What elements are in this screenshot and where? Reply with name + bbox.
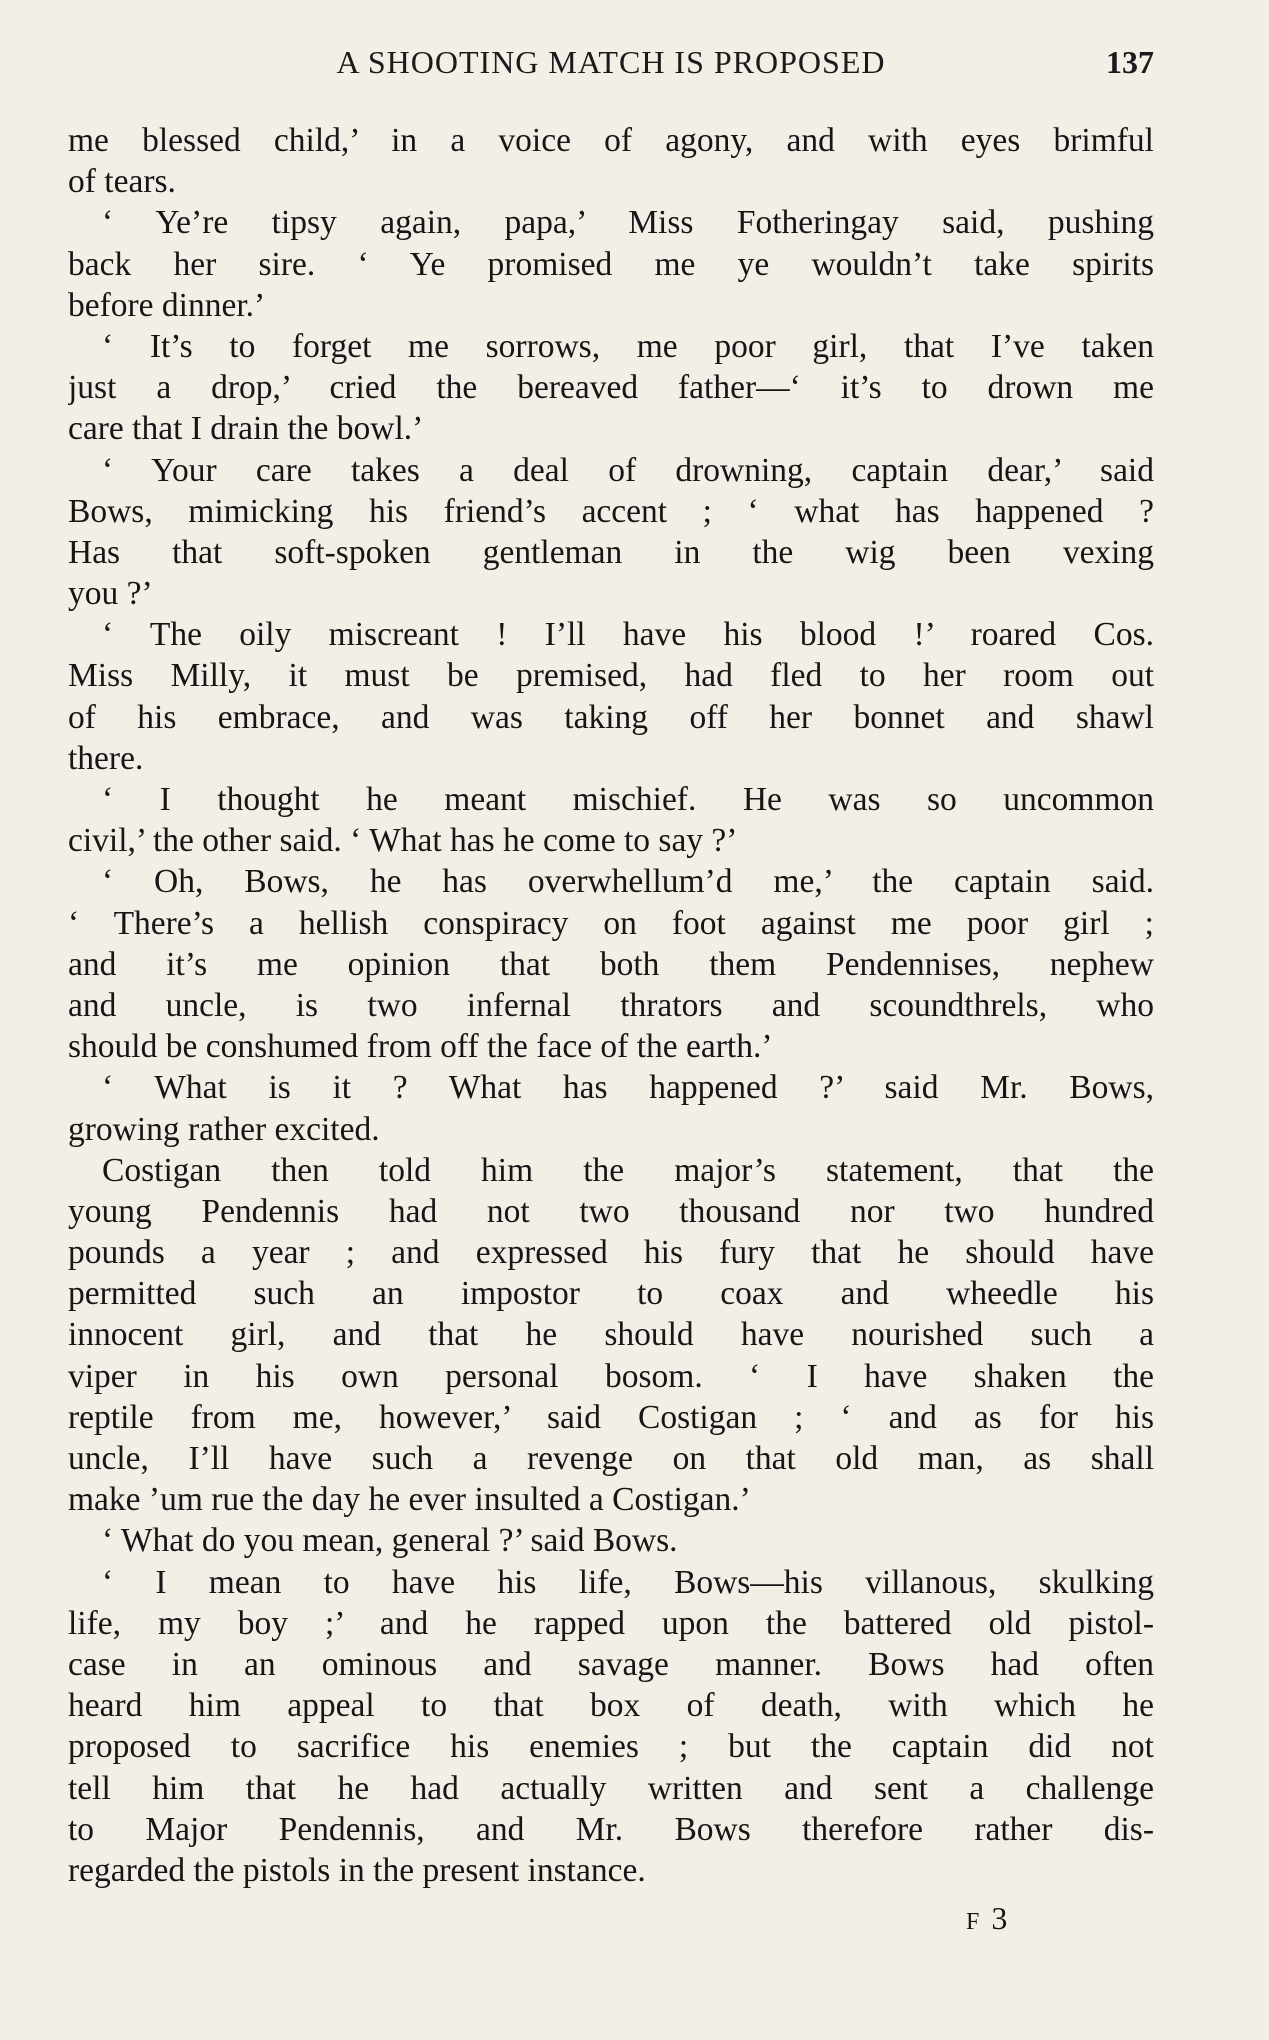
text-line: ‘ Your care takes a deal of drowning, captain dear,’ said [102,451,1154,489]
text-line: and uncle, is two infernal thrators and scoundthrels, who [68,986,1154,1024]
body-text [68,120,1154,1891]
text-line: tell him that he had actually written and sent a challenge [68,1769,1154,1807]
text-line: ‘ What is it ? What has happened ?’ said Mr. Bows, [102,1069,1154,1107]
page-number: 137 [1106,44,1154,80]
text-line: me blessed child,’ in a voice of agony, and with eyes brimful [68,122,1154,159]
text-line: uncle, I’ll have such a revenge on that old man, as shall [68,1440,1154,1477]
text-line: ‘ There’s a hellish conspiracy on foot against me poor girl ; [68,904,1154,942]
running-head [68,44,1154,92]
text-line: proposed to sacrifice his enemies ; but the captain did not [68,1728,1154,1766]
text-line: ‘ I thought he meant mischief. He was so uncommon [102,781,1154,818]
signature-number: 3 [991,1900,1008,1936]
text-line: of his embrace, and was taking off her bonnet and shawl [68,698,1154,736]
text-line: you ?’ [68,575,153,613]
text-line: permitted such an impostor to coax and wheedle his [68,1275,1154,1313]
text-line: civil,’ the other said. ‘ What has he come to say ?’ [68,822,738,860]
text-line: ‘ What do you mean, general ?’ said Bows. [102,1522,678,1560]
text-line: ‘ The oily miscreant ! I’ll have his blood !’ roared Cos. [102,616,1154,654]
text-line: case in an ominous and savage manner. Bows had often [68,1645,1154,1683]
text-line: pounds a year ; and expressed his fury that he should have [68,1234,1154,1272]
text-line: should be conshumed from off the face of the earth.’ [68,1028,773,1066]
text-line: of tears. [68,163,176,201]
signature-mark [966,1900,1007,1937]
text-line: innocent girl, and that he should have nourished such a [68,1316,1154,1354]
text-line: ‘ I mean to have his life, Bows—his villanous, skulking [102,1563,1154,1601]
text-line: make ’um rue the day he ever insulted a Costigan.’ [68,1481,751,1519]
text-line: reptile from me, however,’ said Costigan ; ‘ and as for his [68,1398,1154,1436]
text-line: care that I drain the bowl.’ [68,410,424,448]
text-line: heard him appeal to that box of death, with which he [68,1687,1154,1725]
text-line: and it’s me opinion that both them Pendennises, nephew [68,945,1154,983]
text-line: Has that soft-spoken gentleman in the wig been vexing [68,533,1154,571]
text-line: to Major Pendennis, and Mr. Bows therefore rather dis- [68,1810,1154,1848]
text-line: before dinner.’ [68,286,266,324]
text-line: life, my boy ;’ and he rapped upon the battered old pistol- [68,1604,1154,1642]
text-line: Miss Milly, it must be premised, had fled to her room out [68,657,1154,695]
text-line: ‘ It’s to forget me sorrows, me poor girl, that I’ve taken [102,327,1154,365]
text-line: there. [68,739,144,777]
text-line: just a drop,’ cried the bereaved father—‘ it’s to drown me [68,369,1154,407]
signature-letter: F [966,1909,980,1935]
text-line: growing rather excited. [68,1110,380,1148]
chapter-running-title: A SHOOTING MATCH IS PROPOSED [336,44,886,80]
text-line: back her sire. ‘ Ye promised me ye wouldn’t take spirits [68,245,1154,283]
text-line: Bows, mimicking his friend’s accent ; ‘ what has happened ? [68,492,1154,530]
text-line: Costigan then told him the major’s statement, that the [102,1151,1154,1189]
text-line: regarded the pistols in the present instance. [68,1851,646,1889]
text-line: viper in his own personal bosom. ‘ I have shaken the [68,1357,1154,1395]
text-line: ‘ Oh, Bows, he has overwhellum’d me,’ the captain said. [102,863,1154,901]
text-line: young Pendennis had not two thousand nor two hundred [68,1192,1154,1230]
text-line: ‘ Ye’re tipsy again, papa,’ Miss Fotheringay said, pushing [102,204,1154,242]
